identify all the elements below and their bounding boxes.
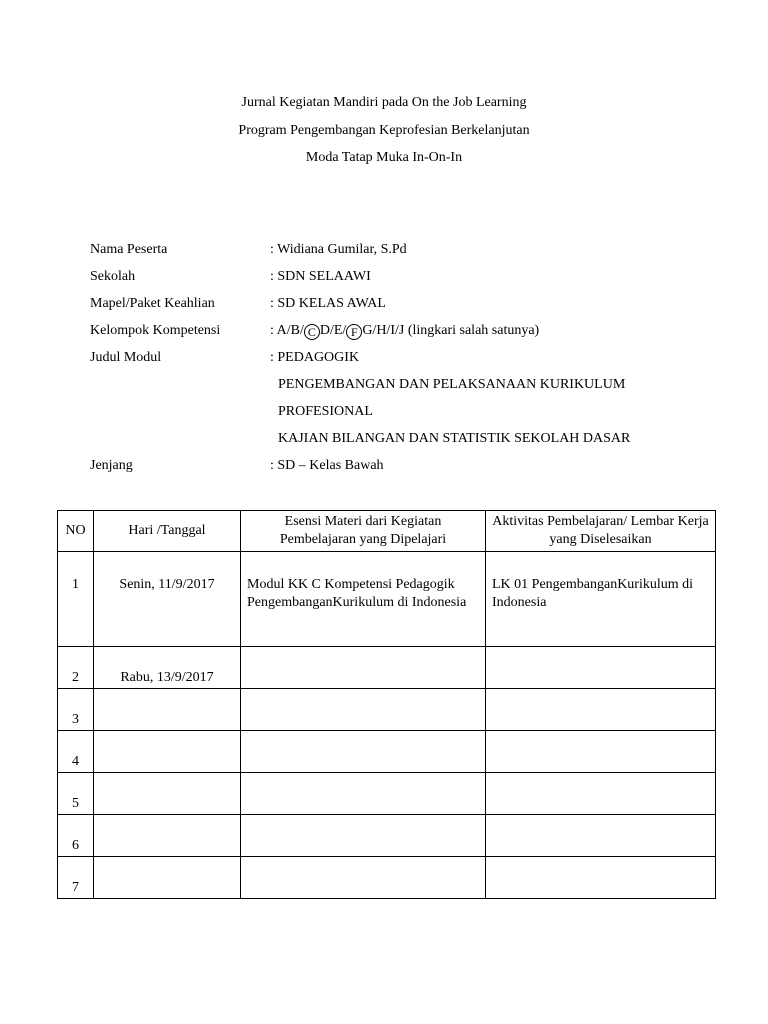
header-aktivitas: Aktivitas Pembelajaran/ Lembar Kerja yang Diselesaikan [486, 511, 716, 552]
table-row [58, 689, 716, 731]
jenjang-value: : SD – Kelas Bawah [270, 458, 384, 473]
cell-materi [241, 647, 486, 689]
circled-option-f: F [346, 324, 362, 340]
kelompok-value [270, 321, 539, 348]
title-line-1: Jurnal Kegiatan Mandiri pada On the Job Learning [241, 95, 527, 110]
document-header [0, 93, 768, 176]
mapel-value: : SD KELAS AWAL [270, 296, 386, 311]
judul-line-1: : PEDAGOGIK [270, 350, 360, 365]
cell-day: Rabu, 13/9/2017 [94, 647, 241, 689]
cell-aktivitas [486, 689, 716, 731]
nama-label: Nama Peserta [90, 242, 168, 257]
cell-aktivitas [486, 815, 716, 857]
cell-materi [241, 689, 486, 731]
table-row [58, 552, 716, 647]
table-header-row [58, 511, 716, 552]
title-line-2: Program Pengembangan Keprofesian Berkelanjutan [238, 122, 530, 138]
sekolah-label: Sekolah [90, 269, 136, 284]
title-line-3: Moda Tatap Muka In-On-In [305, 150, 463, 165]
cell-aktivitas: LK 01 PengembanganKurikulum di Indonesia [486, 552, 716, 647]
header-no: NO [58, 511, 94, 552]
info-row-mapel [90, 294, 630, 321]
table-row [58, 773, 716, 815]
cell-no: 4 [58, 731, 94, 773]
cell-day [94, 857, 241, 899]
kelompok-label: Kelompok Kompetensi [90, 323, 221, 338]
kelompok-prefix: : A/B/ [270, 323, 304, 338]
circled-option-c: C [304, 324, 320, 340]
cell-materi: Modul KK C Kompetensi Pedagogik PengembanganKurikulum di Indonesia [241, 552, 486, 647]
nama-value: : Widiana Gumilar, S.Pd [270, 242, 407, 257]
kelompok-suffix: G/H/I/J (lingkari salah satunya) [362, 323, 540, 338]
cell-materi [241, 773, 486, 815]
cell-no: 3 [58, 689, 94, 731]
cell-aktivitas [486, 773, 716, 815]
info-row-jenjang [90, 456, 630, 483]
table-row [58, 857, 716, 899]
cell-aktivitas [486, 731, 716, 773]
participant-info [90, 240, 630, 483]
sekolah-value: : SDN SELAAWI [270, 269, 371, 284]
info-row-sekolah [90, 267, 630, 294]
cell-day [94, 689, 241, 731]
journal-table [57, 510, 716, 899]
header-hari-tanggal: Hari /Tanggal [94, 511, 241, 552]
info-row-judul-3 [90, 402, 630, 429]
cell-materi [241, 857, 486, 899]
info-row-judul-4 [90, 429, 630, 456]
header-esensi-materi: Esensi Materi dari Kegiatan Pembelajaran yang Dipelajari [241, 511, 486, 552]
info-row-judul [90, 348, 630, 375]
info-row-kelompok [90, 321, 630, 348]
table-row [58, 647, 716, 689]
cell-day: Senin, 11/9/2017 [94, 552, 241, 647]
cell-day [94, 731, 241, 773]
jenjang-label: Jenjang [90, 458, 133, 473]
info-row-judul-2 [90, 375, 630, 402]
table-row [58, 815, 716, 857]
cell-aktivitas [486, 857, 716, 899]
cell-aktivitas [486, 647, 716, 689]
judul-label: Judul Modul [90, 350, 162, 365]
cell-no: 2 [58, 647, 94, 689]
mapel-label: Mapel/Paket Keahlian [90, 296, 215, 311]
cell-materi [241, 731, 486, 773]
judul-line-2: PENGEMBANGAN DAN PELAKSANAAN KURIKULUM [278, 377, 626, 392]
judul-line-3: PROFESIONAL [278, 404, 373, 419]
cell-no: 7 [58, 857, 94, 899]
cell-day [94, 773, 241, 815]
cell-day [94, 815, 241, 857]
cell-materi [241, 815, 486, 857]
judul-line-4: KAJIAN BILANGAN DAN STATISTIK SEKOLAH DASAR [278, 431, 631, 446]
info-row-nama [90, 240, 630, 267]
table-row [58, 731, 716, 773]
cell-no: 1 [58, 552, 94, 647]
kelompok-mid: D/E/ [319, 323, 347, 338]
cell-no: 6 [58, 815, 94, 857]
cell-no: 5 [58, 773, 94, 815]
